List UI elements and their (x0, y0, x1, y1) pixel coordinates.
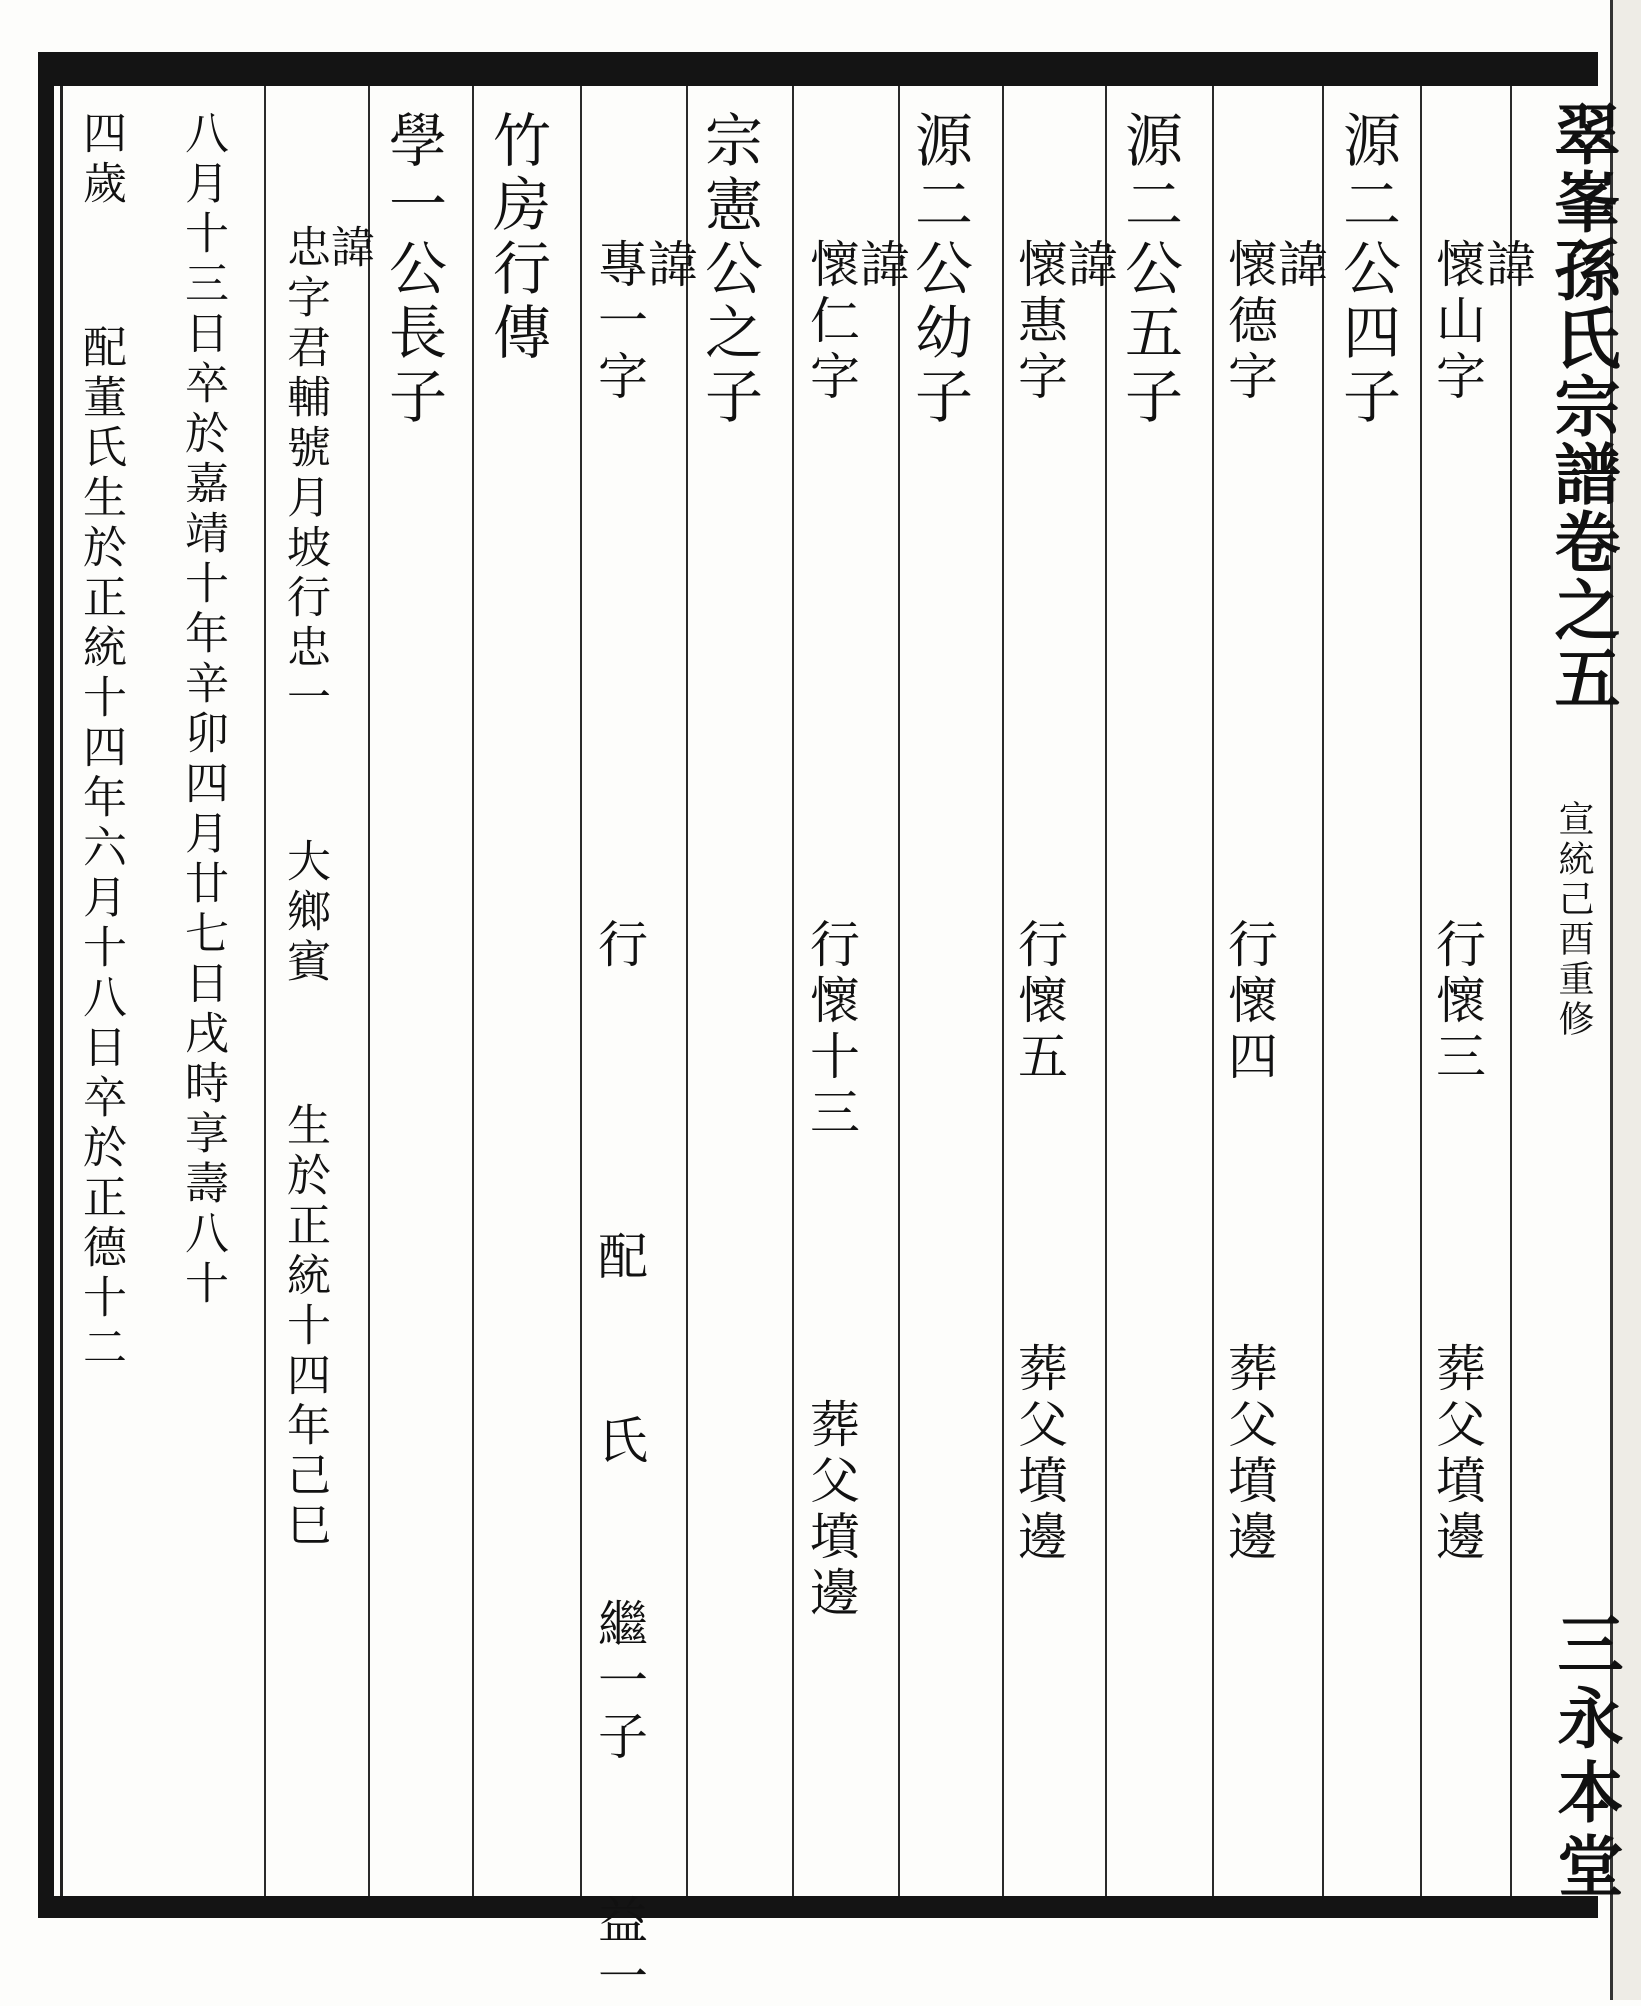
revision-note: 宣統己酉重修 (1553, 800, 1594, 1040)
text-column: 諱 懷惠字 行懷五 葬父墳邊 (1010, 238, 1118, 1566)
column-rule (1212, 86, 1214, 1896)
column-rule (792, 86, 794, 1896)
text-column: 學一公長子 (379, 110, 447, 430)
hall-name: 三永本堂 (1546, 1610, 1624, 1906)
text-column: 諱 懷仁字 行懷十三 葬父墳邊 (802, 238, 910, 1622)
frame-bottom-border (38, 1896, 1598, 1918)
book-title: 翠峯孫氏宗譜卷之五 (1543, 100, 1621, 712)
text-column: 竹房行傳 (483, 110, 551, 366)
column-rule (264, 86, 266, 1896)
text-column: 源二公幼子 (905, 110, 973, 430)
text-column: 源二公四子 (1333, 110, 1401, 430)
text-column: 四歲 配董氏生於正統十四年六月十八日卒於正德十二 (75, 110, 126, 1374)
column-rule (1002, 86, 1004, 1896)
column-rule (580, 86, 582, 1896)
text-column: 宗憲公之子 (695, 110, 763, 430)
text-column: 諱 忠字君輔號月坡行忠一 大鄉賓 生於正統十四年己巳 (279, 224, 374, 1552)
text-column: 八月十三日卒於嘉靖十年辛卯四月廿七日戌時享壽八十 (177, 110, 228, 1310)
text-column: 源二公五子 (1115, 110, 1183, 430)
frame-inner-rule (60, 86, 63, 1896)
column-rule (1420, 86, 1422, 1896)
text-column: 諱 懷山字 行懷三 葬父墳邊 (1428, 238, 1536, 1566)
frame-left-border (38, 52, 54, 1918)
column-rule (472, 86, 474, 1896)
frame-top-border (38, 52, 1598, 86)
text-column: 諱 專一字 行 配 氏 繼一子 益一 (590, 238, 698, 2006)
text-column: 諱 懷德字 行懷四 葬父墳邊 (1220, 238, 1328, 1566)
